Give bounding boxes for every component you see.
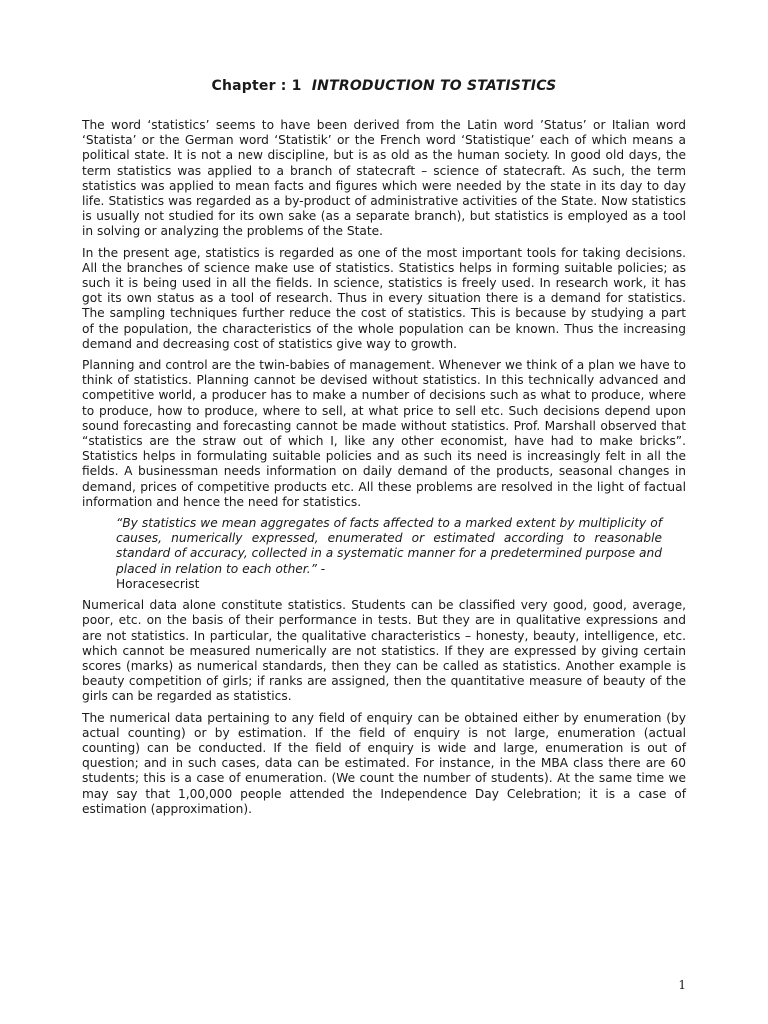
definition-quote	[116, 516, 662, 592]
paragraph-2: In the present age, statistics is regarded as one of the most important tools for taking decisions. All the branches of science make use of statistics. Statistics helps in forming suitable policies; as such it is being used in all the fields. In science, statistics is freely used. In research work, it has got its own status as a tool of research. Thus in every situation there is a demand for statistics. The sampling techniques further reduce the cost of statistics. This is because by studying a part of the population, the characteristics of the whole population can be known. Thus the increasing demand and decreasing cost of statistics give way to growth.	[82, 245, 686, 351]
chapter-title: INTRODUCTION TO STATISTICS	[311, 78, 557, 94]
chapter-number: Chapter : 1	[211, 78, 302, 94]
quote-text: “By statistics we mean aggregates of facts affected to a marked extent by multiplicity of causes, numerically expressed, enumerated or estimated according to reasonable standard of accuracy, collected in a systematic manner for a predetermined purpose and placed in relation to each other.”	[116, 516, 662, 576]
paragraph-4: Numerical data alone constitute statistics. Students can be classified very good, good, average, poor, etc. on the basis of their performance in tests. But they are in qualitative expressions and are not statistics. In particular, the qualitative characteristics – honesty, beauty, intelligence, etc. which cannot be measured numerically are not statistics. If they are expressed by giving certain scores (marks) as numerical standards, then they can be called as statistics. Another example is beauty competition of girls; if ranks are assigned, then the quantitative measure of beauty of the girls can be regarded as statistics.	[82, 598, 686, 704]
quote-attribution: Horacesecrist	[116, 576, 200, 591]
chapter-heading	[82, 78, 686, 94]
paragraph-1: The word ‘statistics’ seems to have been derived from the Latin word ’Status’ or Italian word ‘Statista’ or the German word ‘Statistik’ or the French word ‘Statistique’ each of which means a political state. It is not a new discipline, but is as old as the human society. In good old days, the term statistics was applied to a branch of statecraft – science of statecraft. As such, the term statistics was applied to mean facts and figures which were needed by the state in its day to day life. Statistics was regarded as a by-product of administrative activities of the State. Now statistics is usually not studied for its own sake (as a separate branch), but statistics is employed as a tool in solving or analyzing the problems of the State.	[82, 118, 686, 239]
quote-dash: -	[320, 561, 326, 576]
page-number: 1	[678, 978, 686, 992]
paragraph-3: Planning and control are the twin-babies of management. Whenever we think of a plan we have to think of statistics. Planning cannot be devised without statistics. In this technically advanced and competitive world, a producer has to make a number of decisions such as what to produce, where to produce, how to produce, where to sell, at what price to sell etc. Such decisions depend upon sound forecasting and forecasting cannot be made without statistics. Prof. Marshall observed that “statistics are the straw out of which I, like any other economist, have had to make bricks”. Statistics helps in formulating suitable policies and as such its need is increasingly felt in all the fields. A businessman needs information on daily demand of the products, seasonal changes in demand, prices of competitive products etc. All these problems are resolved in the light of factual information and hence the need for statistics.	[82, 358, 686, 509]
document-page	[82, 78, 686, 823]
paragraph-5: The numerical data pertaining to any field of enquiry can be obtained either by enumeration (by actual counting) or by estimation. If the field of enquiry is not large, enumeration (actual counting) can be conducted. If the field of enquiry is wide and large, enumeration is out of question; and in such cases, data can be estimated. For instance, in the MBA class there are 60 students; this is a case of enumeration. (We count the number of students). At the same time we may say that 1,00,000 people attended the Independence Day Celebration; it is a case of estimation (approximation).	[82, 710, 686, 816]
